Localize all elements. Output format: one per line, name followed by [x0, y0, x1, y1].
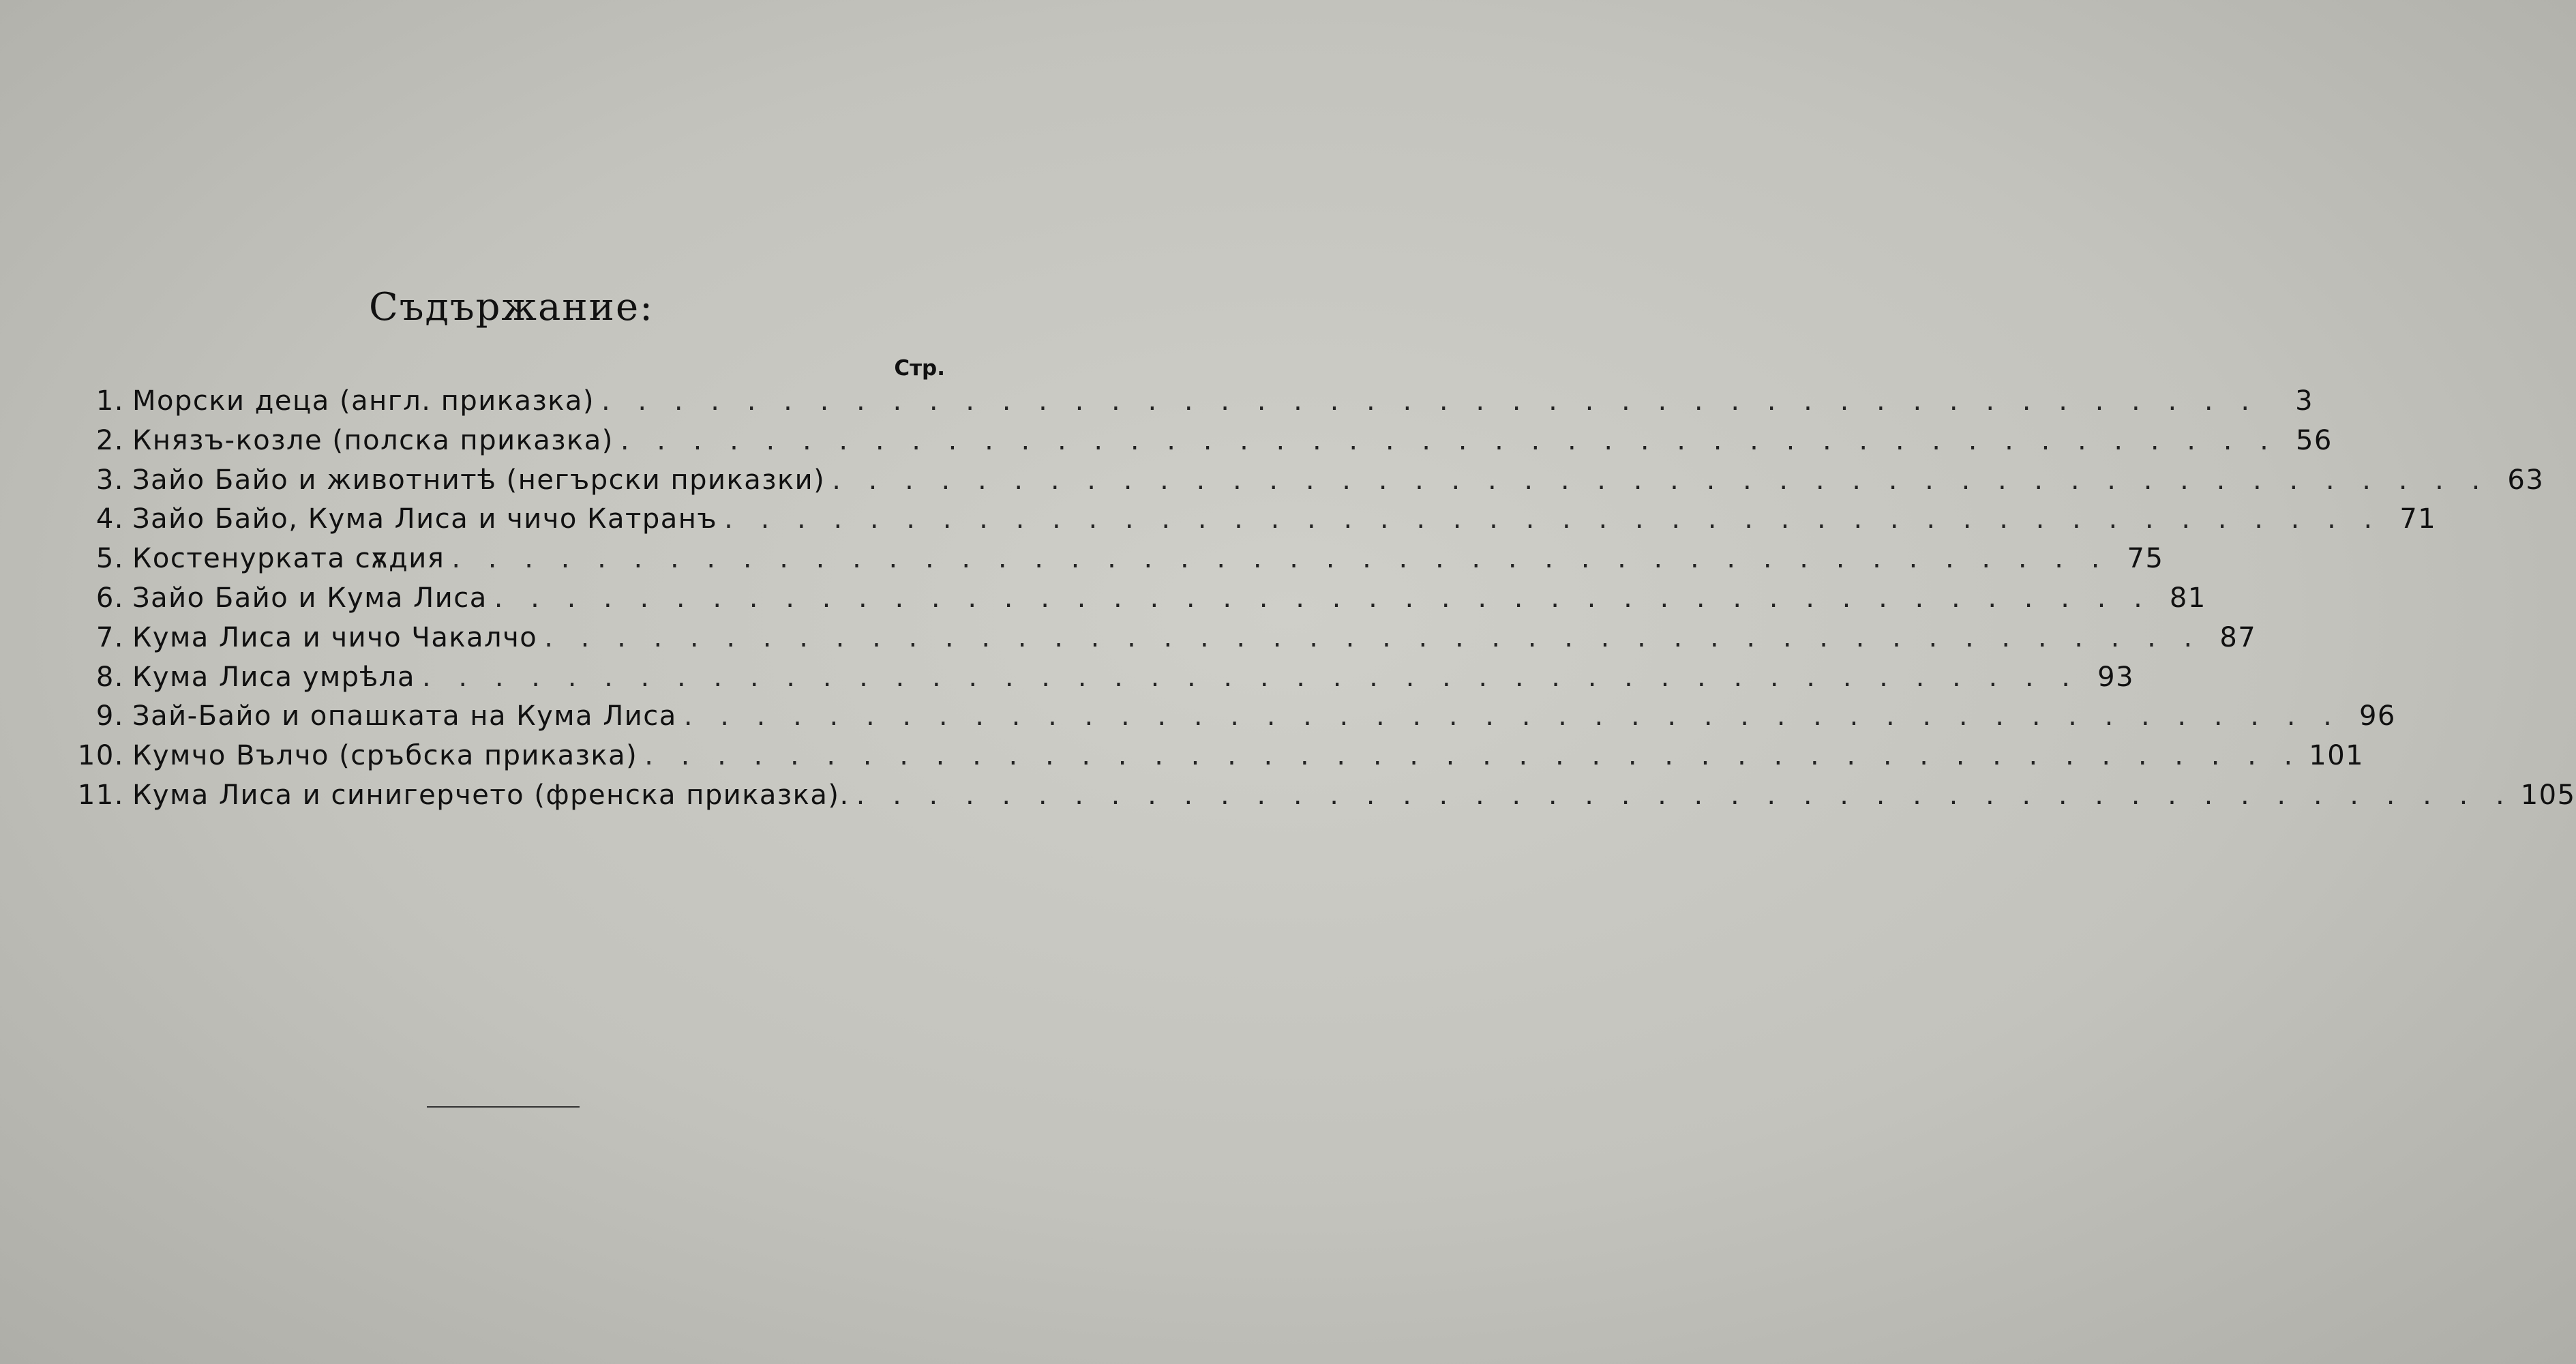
dot-leader	[724, 503, 2382, 535]
table-of-contents	[71, 385, 2576, 819]
closing-rule	[427, 1106, 580, 1108]
entry-page: 93	[2097, 661, 2135, 693]
entry-number: 3.	[95, 464, 124, 496]
entry-title: Кума Лиса и чичо Чакалчо	[132, 621, 538, 653]
toc-entry	[71, 424, 2333, 464]
toc-entry	[71, 779, 2576, 819]
entry-title: Кумчо Вълчо (сръбска приказка)	[132, 740, 638, 772]
entry-title: Зайо Байо, Кума Лиса и чичо Катранъ	[132, 503, 718, 535]
entry-number: 9.	[95, 700, 124, 732]
toc-entry	[71, 700, 2396, 740]
entry-page: 105	[2520, 779, 2576, 811]
page-column-label: Стр.	[894, 356, 945, 381]
entry-number: 10.	[77, 740, 124, 772]
entry-number: 4.	[95, 503, 124, 535]
toc-entry	[71, 582, 2206, 622]
toc-entry	[71, 621, 2257, 662]
dot-leader	[544, 622, 2202, 653]
toc-entry	[71, 464, 2545, 504]
entry-title: Кума Лиса умрѣла	[132, 661, 415, 693]
entry-number: 11.	[77, 779, 124, 811]
entry-page: 63	[2507, 464, 2545, 496]
toc-entry	[71, 503, 2437, 543]
entry-number: 1.	[95, 385, 124, 417]
entry-number: 7.	[95, 621, 124, 653]
dot-leader	[494, 582, 2152, 614]
dot-leader	[684, 700, 2341, 732]
entry-number: 6.	[95, 582, 124, 614]
entry-page: 56	[2295, 424, 2333, 456]
entry-title: Зай-Байо и опашката на Кума Лиса	[132, 700, 677, 732]
dot-leader	[422, 662, 2080, 693]
entry-title: Костенурката сѫдия	[132, 543, 445, 575]
entry-page: 3	[2295, 385, 2314, 417]
toc-entry	[71, 385, 2314, 425]
entry-page: 96	[2358, 700, 2396, 732]
dot-leader	[620, 425, 2278, 456]
entry-number: 2.	[95, 424, 124, 456]
dot-leader	[601, 385, 2259, 417]
toc-entry	[71, 740, 2365, 780]
entry-number: 5.	[95, 543, 124, 575]
entry-page: 81	[2169, 582, 2206, 614]
entry-page: 71	[2399, 503, 2437, 535]
toc-entry	[71, 661, 2135, 701]
dot-leader	[832, 464, 2489, 496]
entry-title: Зайо Байо и животнитѣ (негърски приказки)	[132, 464, 826, 496]
dot-leader	[644, 740, 2302, 771]
entry-number: 8.	[95, 661, 124, 693]
entry-title: Князъ-козле (полска приказка)	[132, 424, 614, 456]
entry-title: Кума Лиса и синигерчето (френска приказка).	[132, 779, 850, 811]
dot-leader	[856, 780, 2514, 811]
entry-page: 101	[2309, 740, 2365, 772]
dot-leader	[451, 543, 2109, 574]
entry-page: 75	[2127, 543, 2164, 575]
entry-title: Зайо Байо и Кума Лиса	[132, 582, 488, 614]
entry-title: Морски деца (англ. приказка)	[132, 385, 595, 417]
entry-page: 87	[2219, 621, 2257, 653]
page-title: Съдържание:	[369, 285, 654, 329]
toc-entry	[71, 543, 2164, 582]
